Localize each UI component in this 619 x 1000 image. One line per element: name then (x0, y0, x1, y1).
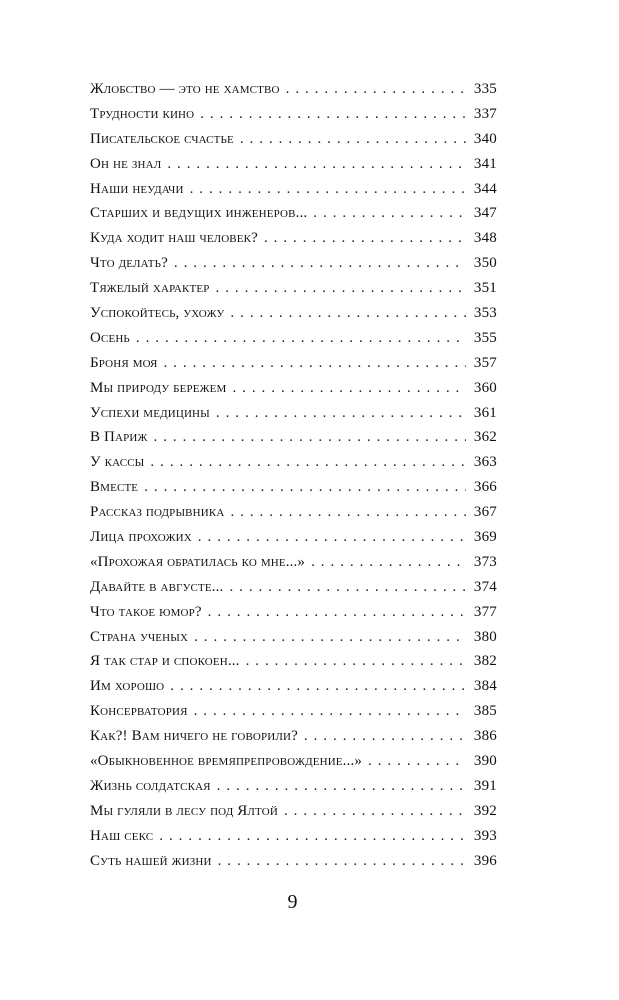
toc-entry-title: Что делать? (90, 255, 168, 272)
toc-entry-page: 341 (473, 155, 497, 172)
toc-entry (90, 724, 497, 749)
toc-entry (90, 450, 497, 475)
toc-entry-title: Что такое юмор? (90, 603, 202, 620)
toc-entry (90, 525, 497, 550)
toc-entry-title: Тяжелый характер (90, 280, 210, 297)
dot-leader (230, 301, 466, 326)
dot-leader (229, 575, 466, 600)
dot-leader (190, 177, 466, 202)
dot-leader (240, 127, 466, 152)
toc-entry-page: 355 (473, 329, 497, 346)
dot-leader (136, 326, 466, 351)
page-number: 9 (287, 891, 298, 913)
dot-leader (216, 401, 466, 426)
toc-entry-title: Осень (90, 329, 130, 346)
dot-leader (313, 201, 466, 226)
toc-entry-page: 392 (473, 802, 497, 819)
dot-leader (144, 475, 466, 500)
toc-entry-page: 390 (473, 753, 497, 770)
toc-entry-title: Наш секс (90, 827, 154, 844)
toc-entry (90, 799, 497, 824)
toc-entry (90, 550, 497, 575)
toc-entry-title: Он не знал (90, 155, 162, 172)
toc-entry-page: 380 (473, 628, 497, 645)
toc-entry-page: 373 (473, 553, 497, 570)
toc-entry (90, 351, 497, 376)
dot-leader (194, 699, 466, 724)
toc-entry-page: 344 (473, 180, 497, 197)
dot-leader (284, 799, 466, 824)
toc-entry (90, 824, 497, 849)
toc-entry (90, 774, 497, 799)
toc-entry-page: 385 (473, 703, 497, 720)
toc-entry (90, 177, 497, 202)
toc-entry-page: 357 (473, 354, 497, 371)
toc-entry (90, 674, 497, 699)
toc-entry-title: Страна ученых (90, 628, 189, 645)
dot-leader (167, 152, 466, 177)
toc-entry (90, 326, 497, 351)
toc-entry-title: В Париж (90, 429, 148, 446)
dot-leader (163, 351, 466, 376)
toc-entry-page: 363 (473, 454, 497, 471)
toc-entry-title: Суть нашей жизни (90, 852, 212, 869)
toc-entry-page: 360 (473, 379, 497, 396)
dot-leader (218, 849, 466, 874)
dot-leader (311, 550, 466, 575)
toc-entry-page: 384 (473, 678, 497, 695)
dot-leader (198, 525, 466, 550)
dot-leader (368, 749, 466, 774)
toc-entry (90, 376, 497, 401)
toc-entry-page: 396 (473, 852, 497, 869)
toc-entry-title: Вместе (90, 479, 139, 496)
toc-entry (90, 152, 497, 177)
toc-entry-page: 350 (473, 255, 497, 272)
toc-entry (90, 251, 497, 276)
toc-entry (90, 600, 497, 625)
toc-entry (90, 475, 497, 500)
toc-entry (90, 575, 497, 600)
dot-leader (304, 724, 466, 749)
toc-entry-title: Жлобство — это не хамство (90, 81, 280, 97)
dot-leader (216, 276, 466, 301)
table-of-contents (90, 77, 497, 874)
toc-entry (90, 77, 497, 102)
dot-leader (217, 774, 466, 799)
toc-entry-page: 362 (473, 429, 497, 446)
toc-entry-title: Успехи медицины (90, 404, 210, 421)
toc-entry-page: 391 (473, 777, 497, 794)
toc-entry-title: Наши неудачи (90, 180, 184, 197)
dot-leader (264, 226, 466, 251)
toc-entry (90, 500, 497, 525)
toc-entry-title: Консерватория (90, 703, 188, 720)
dot-leader (208, 600, 466, 625)
toc-entry (90, 226, 497, 251)
toc-entry-page: 374 (473, 578, 497, 595)
toc-entry-page: 367 (473, 504, 497, 521)
dot-leader (159, 824, 466, 849)
toc-entry-page: 382 (473, 653, 497, 670)
toc-entry-title: Жизнь солдатская (90, 777, 211, 794)
dot-leader (174, 251, 466, 276)
toc-entry (90, 127, 497, 152)
toc-entry-title: Трудности кино (90, 105, 195, 122)
toc-entry-page: 337 (473, 105, 497, 122)
toc-entry-title: Лица прохожих (90, 529, 192, 546)
toc-entry (90, 425, 497, 450)
toc-entry-title: Мы природу бережем (90, 379, 227, 396)
dot-leader (200, 102, 466, 127)
toc-entry-page: 348 (473, 230, 497, 247)
dot-leader (246, 649, 466, 674)
toc-entry (90, 699, 497, 724)
toc-entry-title: Куда ходит наш человек? (90, 230, 258, 247)
toc-entry (90, 749, 497, 774)
dot-leader (232, 376, 466, 401)
toc-entry (90, 276, 497, 301)
dot-leader (154, 425, 467, 450)
toc-entry-page: 377 (473, 603, 497, 620)
toc-entry-title: Старших и ведущих инженеров... (90, 205, 308, 222)
toc-entry-title: Я так стар и спокоен... (90, 653, 240, 670)
toc-entry-title: Успокойтесь, ухожу (90, 305, 225, 322)
toc-entry-title: Броня моя (90, 354, 158, 371)
dot-leader (170, 674, 466, 699)
dot-leader (194, 625, 466, 650)
toc-entry-page: 369 (473, 529, 497, 546)
toc-entry-page: 386 (473, 728, 497, 745)
toc-entry (90, 849, 497, 874)
toc-entry-page: 393 (473, 827, 497, 844)
toc-entry-page: 347 (473, 205, 497, 222)
toc-entry-title: «Обыкновенное времяпрепровождение...» (90, 753, 363, 770)
dot-leader (150, 450, 466, 475)
toc-entry (90, 301, 497, 326)
toc-entry-title: «Прохожая обратилась ко мне...» (90, 553, 306, 570)
toc-entry (90, 102, 497, 127)
toc-entry-title: У кассы (90, 454, 145, 471)
toc-entry (90, 625, 497, 650)
toc-entry-title: Мы гуляли в лесу под Ялтой (90, 802, 278, 819)
toc-entry (90, 649, 497, 674)
toc-entry-page: 335 (473, 81, 497, 97)
toc-entry-title: Давайте в августе... (90, 578, 224, 595)
toc-entry (90, 401, 497, 426)
toc-entry-title: Им хорошо (90, 678, 165, 695)
toc-entry-page: 351 (473, 280, 497, 297)
toc-entry-page: 361 (473, 404, 497, 421)
toc-entry-page: 353 (473, 305, 497, 322)
toc-entry-page: 366 (473, 479, 497, 496)
toc-entry-title: Как?! Вам ничего не говорили? (90, 728, 298, 745)
dot-leader (230, 500, 466, 525)
toc-entry-title: Рассказ подрывника (90, 504, 225, 521)
toc-entry-title: Писательское счастье (90, 130, 234, 147)
dot-leader (286, 77, 466, 102)
toc-entry-page: 340 (473, 130, 497, 147)
toc-entry (90, 201, 497, 226)
